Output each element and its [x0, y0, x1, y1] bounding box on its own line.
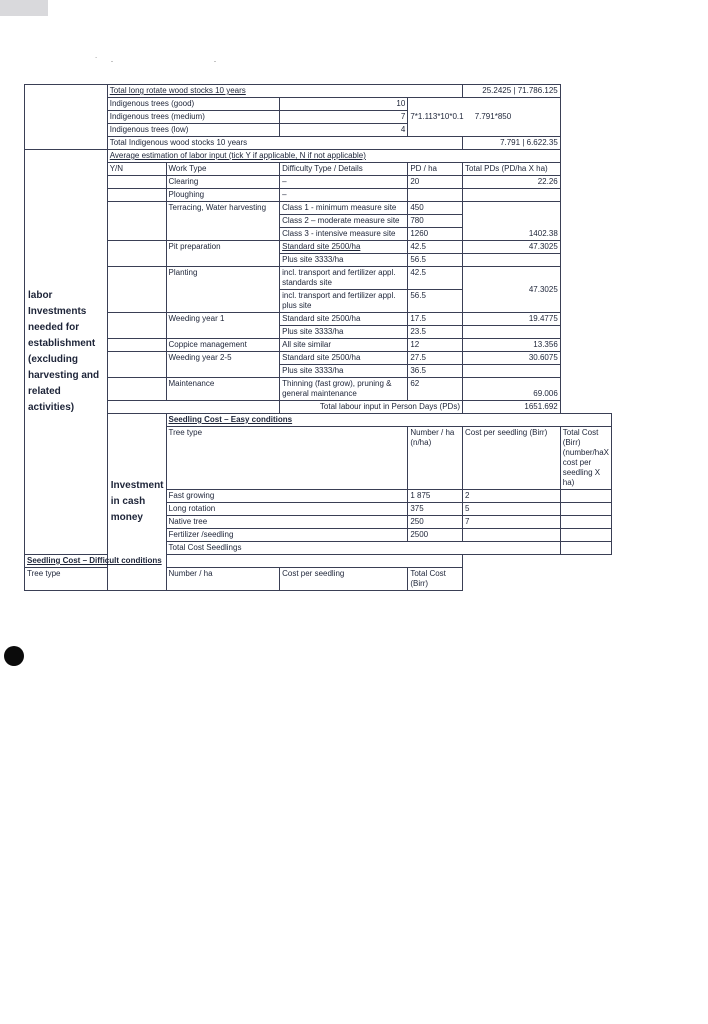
- yn-cell: [107, 241, 166, 267]
- header-cost: Cost per seedling (Birr): [462, 427, 560, 490]
- total-coppice: 13.356: [462, 339, 560, 352]
- pd-planting-standard: 42.5: [408, 267, 463, 290]
- table-row: [25, 137, 612, 150]
- value: 7.791: [500, 138, 521, 147]
- diff-clearing: –: [280, 176, 408, 189]
- tree-type: Fertilizer /seedling: [166, 529, 408, 542]
- total-seedlings-label: Total Cost Seedlings: [166, 542, 560, 555]
- table-row: [25, 150, 612, 163]
- pd-coppice: 12: [408, 339, 463, 352]
- work-coppice: Coppice management: [166, 339, 280, 352]
- pd-pit-standard: 42.5: [408, 241, 463, 254]
- diff-class2: Class 2 – moderate measure site: [280, 215, 408, 228]
- tree-cost: 2: [462, 490, 560, 503]
- table-row: [25, 85, 612, 98]
- total-long-rotate-label: Total long rotate wood stocks 10 years: [107, 85, 462, 98]
- total-pit: 47.3025: [462, 241, 560, 254]
- total-indig-values: 7.791 | 6.622.35: [462, 137, 560, 150]
- table-row: [25, 401, 612, 414]
- easy-title: Seedling Cost – Easy conditions: [166, 414, 611, 427]
- tree-total: [560, 503, 611, 516]
- yn-cell: [107, 267, 166, 313]
- diff-header-number: Number / ha: [166, 568, 280, 591]
- table-row: [25, 339, 612, 352]
- diff-class1: Class 1 - minimum measure site: [280, 202, 408, 215]
- total-planting: 47.3025: [462, 267, 560, 313]
- scan-corner-mark: [0, 0, 48, 16]
- total-labour-value: 1651.692: [462, 401, 560, 414]
- diff-maintenance: Thinning (fast grow), pruning & general maintenance: [280, 378, 408, 401]
- wood-section-cell: [25, 85, 108, 150]
- tree-number: 1 875: [408, 490, 463, 503]
- total-clearing: 22.26: [462, 176, 560, 189]
- tree-type: Native tree: [166, 516, 408, 529]
- pd-weed25-plus: 36.5: [408, 365, 463, 378]
- diff-pit-plus: Plus site 3333/ha: [280, 254, 408, 267]
- tree-type: Fast growing: [166, 490, 408, 503]
- work-planting: Planting: [166, 267, 280, 313]
- tree-number: 375: [408, 503, 463, 516]
- table-row: [25, 202, 612, 215]
- total-cell: [462, 189, 560, 202]
- table-row: [25, 352, 612, 365]
- scan-specks: ˙ · ·: [95, 56, 217, 66]
- blank-cell: [107, 401, 279, 414]
- diff-header-cost: Cost per seedling: [280, 568, 408, 591]
- header-tree-type: Tree type: [166, 427, 408, 490]
- yn-cell: [107, 189, 166, 202]
- yn-cell: [107, 176, 166, 189]
- header-yn: Y/N: [107, 163, 166, 176]
- establishment-cost-table: [24, 84, 612, 591]
- header-number: Number / ha (n/ha): [408, 427, 463, 490]
- header-difficulty: Difficulty Type / Details: [280, 163, 408, 176]
- pd-maintenance: 62: [408, 378, 463, 401]
- indig-calc: [408, 98, 560, 137]
- tree-total: [560, 529, 611, 542]
- total-terracing: 1402.38: [462, 202, 560, 241]
- tree-cost: [462, 529, 560, 542]
- pd-class1: 450: [408, 202, 463, 215]
- header-pd: PD / ha: [408, 163, 463, 176]
- work-weeding-2-5: Weeding year 2-5: [166, 352, 280, 378]
- tree-number: 2500: [408, 529, 463, 542]
- pd-pit-plus: 56.5: [408, 254, 463, 267]
- work-ploughing: Ploughing: [166, 189, 280, 202]
- table-row: [25, 267, 612, 290]
- tree-number: 250: [408, 516, 463, 529]
- pd-weed25-standard: 27.5: [408, 352, 463, 365]
- yn-cell: [107, 352, 166, 378]
- total-cell: [462, 365, 560, 378]
- table-row: [25, 555, 612, 568]
- labor-section-label: labor Investments needed for establishment (excluding harvesting and related activities): [25, 150, 108, 555]
- diff-planting-standard: incl. transport and fertilizer appl. standards site: [280, 267, 408, 290]
- diff-ploughing: –: [280, 189, 408, 202]
- pd-clearing: 20: [408, 176, 463, 189]
- header-work: Work Type: [166, 163, 280, 176]
- table-row: [25, 378, 612, 401]
- total-cell: [462, 254, 560, 267]
- pd-weed1-plus: 23.5: [408, 326, 463, 339]
- yn-cell: [107, 313, 166, 339]
- calc-text: 7.791*850: [474, 112, 512, 121]
- total-long-rotate-v1: 25.2425 | 71.786.125: [462, 85, 560, 98]
- difficult-title: Seedling Cost – Difficult conditions: [25, 555, 463, 568]
- work-clearing: Clearing: [166, 176, 280, 189]
- indig-good-label: Indigenous trees (good): [107, 98, 279, 111]
- table-row: [25, 176, 612, 189]
- tree-total: [560, 516, 611, 529]
- tree-cost: 5: [462, 503, 560, 516]
- total-weed25: 30.6075: [462, 352, 560, 365]
- diff-weed1-standard: Standard site 2500/ha: [280, 313, 408, 326]
- pd-class2: 780: [408, 215, 463, 228]
- diff-weed1-plus: Plus site 3333/ha: [280, 326, 408, 339]
- total-indig-label: Total Indigenous wood stocks 10 years: [107, 137, 462, 150]
- labor-title: Average estimation of labor input (tick Y if applicable, N if not applicable): [107, 150, 560, 163]
- total-labour-label: Total labour input in Person Days (PDs): [280, 401, 463, 414]
- table-row: [25, 568, 612, 591]
- table-row: [25, 163, 612, 176]
- work-pit: Pit preparation: [166, 241, 280, 267]
- diff-class3: Class 3 - intensive measure site: [280, 228, 408, 241]
- pd-weed1-standard: 17.5: [408, 313, 463, 326]
- work-maintenance: Maintenance: [166, 378, 280, 401]
- total-weed1: 19.4775: [462, 313, 560, 326]
- table-row: [25, 189, 612, 202]
- diff-coppice: All site similar: [280, 339, 408, 352]
- diff-weed25-standard: Standard site 2500/ha: [280, 352, 408, 365]
- table-row: [25, 313, 612, 326]
- pd-class3: 1260: [408, 228, 463, 241]
- total-maintenance: 69.006: [462, 378, 560, 401]
- diff-header-type: Tree type: [25, 568, 167, 591]
- total-seedlings-value: [560, 542, 611, 555]
- header-total-cost: Total Cost (Birr) (number/haX cost per seedling X ha): [560, 427, 611, 490]
- header-total: Total PDs (PD/ha X ha): [462, 163, 560, 176]
- value: 71.786.125: [517, 86, 558, 95]
- tree-total: [560, 490, 611, 503]
- value: 6.622.35: [526, 138, 558, 147]
- punch-hole: [4, 646, 24, 666]
- calc-text: 7*1.113*10*0.1: [410, 112, 464, 121]
- diff-weed25-plus: Plus site 3333/ha: [280, 365, 408, 378]
- tree-type: Long rotation: [166, 503, 408, 516]
- diff-header-total: Total Cost (Birr): [408, 568, 463, 591]
- pd-cell: [408, 189, 463, 202]
- yn-cell: [107, 202, 166, 241]
- table-row: [25, 98, 612, 111]
- indig-good-n: 10: [280, 98, 408, 111]
- work-terracing: Terracing, Water harvesting: [166, 202, 280, 241]
- value: 25.2425: [482, 86, 512, 95]
- yn-cell: [107, 339, 166, 352]
- table-row: [25, 241, 612, 254]
- diff-pit-standard: Standard site 2500/ha: [280, 241, 408, 254]
- total-cell: [462, 326, 560, 339]
- yn-cell: [107, 378, 166, 401]
- indig-low-label: Indigenous trees (low): [107, 124, 279, 137]
- table-row: [25, 414, 612, 427]
- indig-medium-n: 7: [280, 111, 408, 124]
- cash-section-label: Investment in cash money: [107, 414, 166, 591]
- pd-planting-plus: 56.5: [408, 290, 463, 313]
- work-weeding-1: Weeding year 1: [166, 313, 280, 339]
- diff-planting-plus: incl. transport and fertilizer appl. plus site: [280, 290, 408, 313]
- tree-cost: 7: [462, 516, 560, 529]
- indig-low-n: 4: [280, 124, 408, 137]
- indig-medium-label: Indigenous trees (medium): [107, 111, 279, 124]
